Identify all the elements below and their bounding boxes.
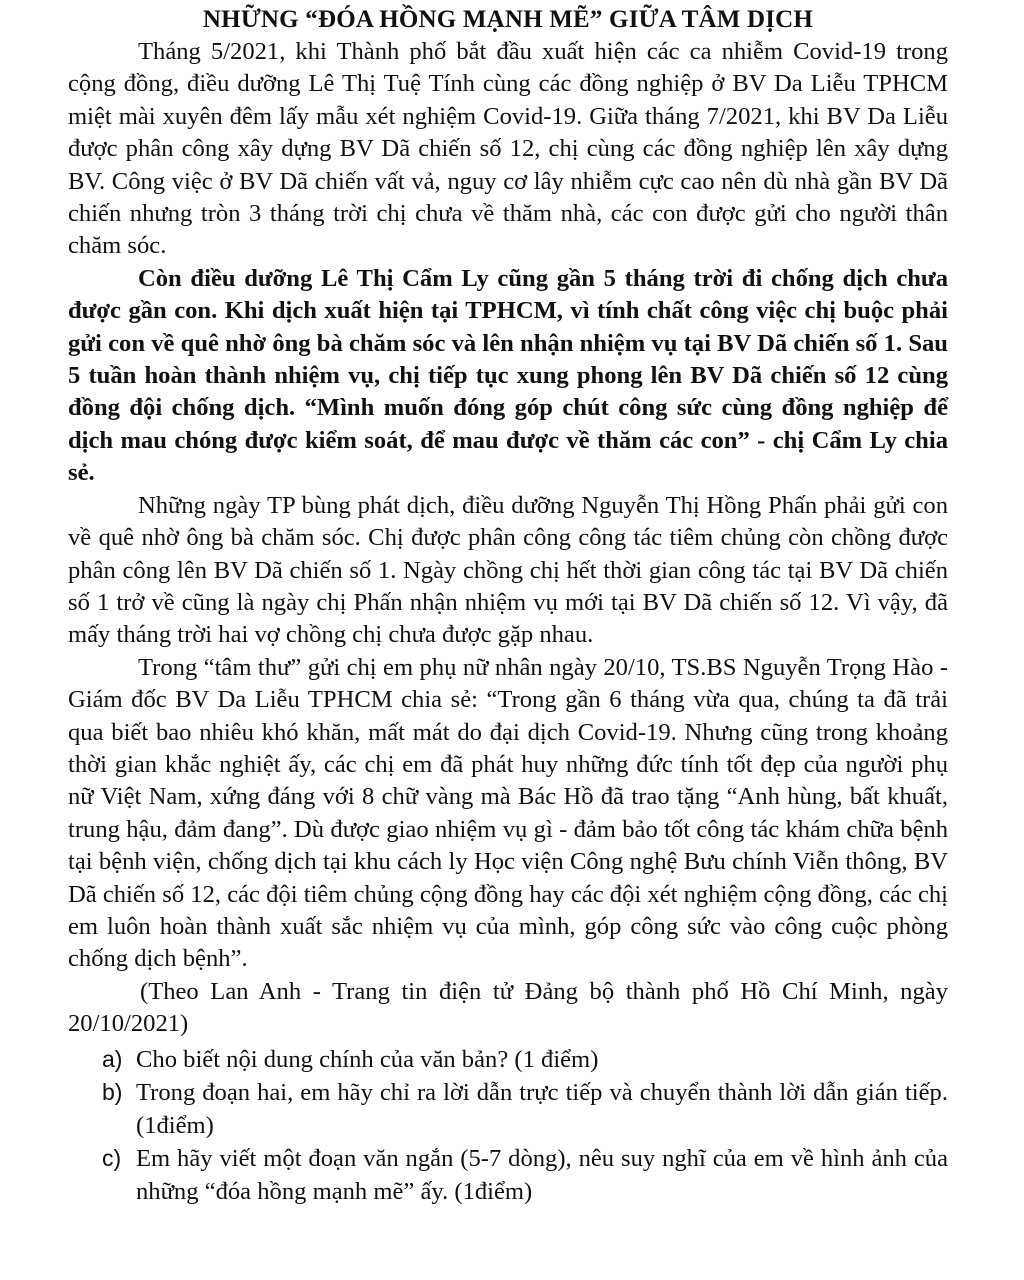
source-citation: (Theo Lan Anh - Trang tin điện tử Đảng bộ thành phố Hồ Chí Minh, ngày 20/10/2021): [68, 977, 948, 1038]
question-text: Em hãy viết một đoạn văn ngắn (5-7 dòng), nêu suy nghĩ của em về hình ảnh của những “đóa hồng mạnh mẽ” ấy. (1điểm): [136, 1144, 948, 1205]
document-page: [68, 4, 948, 1208]
question-a: [102, 1043, 948, 1076]
paragraph-4: Trong “tâm thư” gửi chị em phụ nữ nhân ngày 20/10, TS.BS Nguyễn Trọng Hào - Giám đốc BV Da Liễu TPHCM chia sẻ: “Trong gần 6 tháng vừa qua, chúng ta đã trải qua biết bao nhiêu khó khăn, mất mát do đại dịch Covid-19. Nhưng cũng trong khoảng thời gian khắc nghiệt ấy, các chị em đã phát huy những đức tính tốt đẹp của người phụ nữ Việt Nam, xứng đáng với 8 chữ vàng mà Bác Hồ đã trao tặng “Anh hùng, bất khuất, trung hậu, đảm đang”. Dù được giao nhiệm vụ gì - đảm bảo tốt công tác khám chữa bệnh tại bệnh viện, chống dịch tại khu cách ly Học viện Công nghệ Bưu chính Viễn thông, BV Dã chiến số 12, các đội tiêm chủng cộng đồng hay các đội xét nghiệm cộng đồng, các chị em luôn hoàn thành xuất sắc nhiệm vụ của mình, góp công sức vào công cuộc phòng chống dịch bệnh”.: [68, 653, 948, 973]
document-title: NHỮNG “ĐÓA HỒNG MẠNH MẼ” GIỮA TÂM DỊCH: [202, 6, 814, 33]
question-label: b): [102, 1078, 123, 1105]
question-text: Trong đoạn hai, em hãy chỉ ra lời dẫn trực tiếp và chuyển thành lời dẫn gián tiếp. (1điểm): [136, 1078, 948, 1139]
paragraph-2: Còn điều dưỡng Lê Thị Cẩm Ly cũng gần 5 tháng trời đi chống dịch chưa được gần con. Khi dịch xuất hiện tại TPHCM, vì tính chất công việc chị buộc phải gửi con về quê nhờ ông bà chăm sóc và lên nhận nhiệm vụ tại BV Dã chiến số 1. Sau 5 tuần hoàn thành nhiệm vụ, chị tiếp tục xung phong lên BV Dã chiến số 12 cùng đồng đội chống dịch. “Mình muốn đóng góp chút công sức cùng đồng nghiệp để dịch mau chóng được kiểm soát, để mau được về thăm các con” - chị Cẩm Ly chia sẻ.: [68, 264, 948, 487]
question-label: a): [102, 1045, 123, 1072]
question-text: Cho biết nội dung chính của văn bản? (1 điểm): [136, 1045, 599, 1073]
question-b: [102, 1076, 948, 1142]
question-list: [68, 1043, 948, 1208]
paragraph-3: Những ngày TP bùng phát dịch, điều dưỡng Nguyễn Thị Hồng Phấn phải gửi con về quê nhờ ông bà chăm sóc. Chị được phân công công tác tiêm chủng còn chồng được phân công lên BV Dã chiến số 1. Ngày chồng chị hết thời gian công tác tại BV Dã chiến số 1 trở về cũng là ngày chị Phấn nhận nhiệm vụ mới tại BV Dã chiến số 12. Vì vậy, đã mấy tháng trời hai vợ chồng chị chưa được gặp nhau.: [68, 491, 948, 649]
question-c: [102, 1142, 948, 1208]
question-label: c): [102, 1144, 122, 1171]
paragraph-1: Tháng 5/2021, khi Thành phố bắt đầu xuất hiện các ca nhiễm Covid-19 trong cộng đồng, điều dưỡng Lê Thị Tuệ Tính cùng các đồng nghiệp ở BV Da Liễu TPHCM miệt mài xuyên đêm lấy mẫu xét nghiệm Covid-19. Giữa tháng 7/2021, khi BV Da Liễu được phân công xây dựng BV Dã chiến số 12, chị cùng các đồng nghiệp lên xây dựng BV. Công việc ở BV Dã chiến vất vả, nguy cơ lây nhiễm cực cao nên dù nhà gần BV Dã chiến nhưng tròn 3 tháng trời chị chưa về thăm nhà, các con được gửi cho người thân chăm sóc.: [68, 38, 948, 260]
